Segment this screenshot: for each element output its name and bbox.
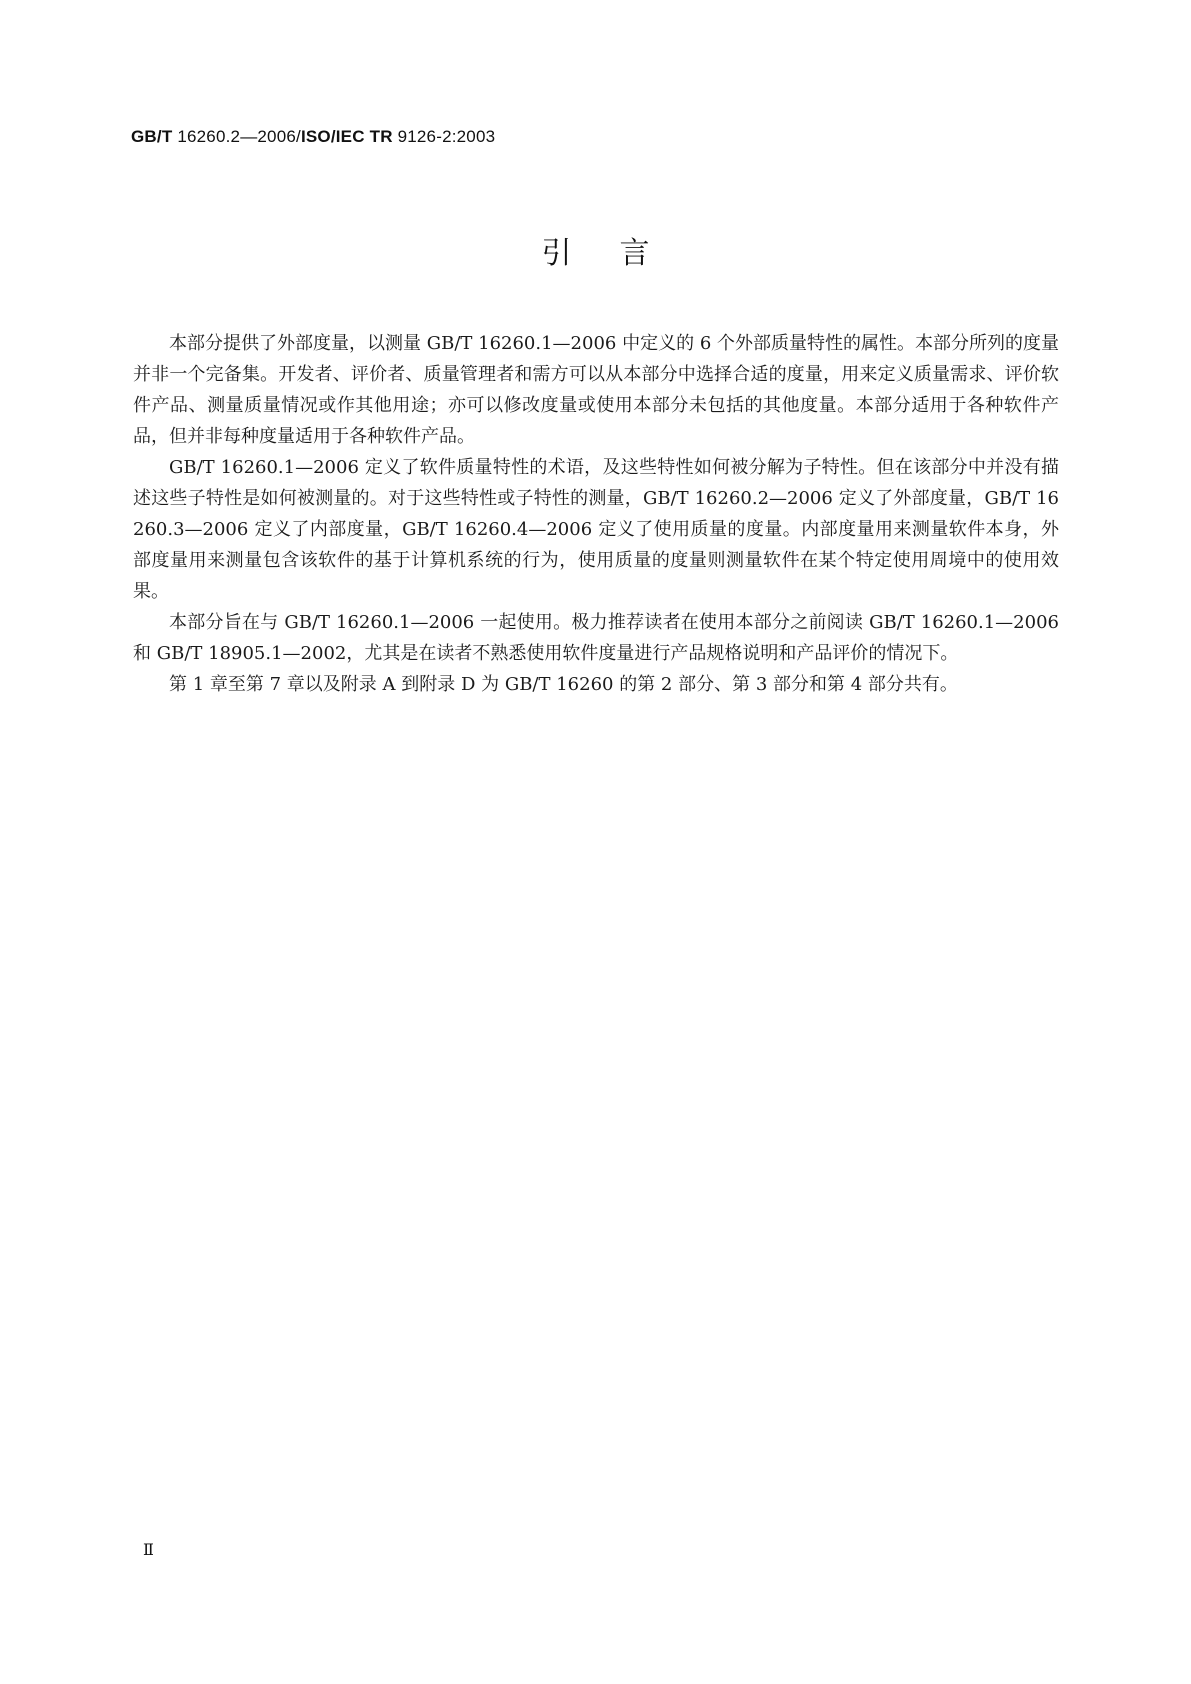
iso-code: ISO/IEC TR	[300, 127, 393, 146]
paragraph-2: GB/T 16260.1—2006 定义了软件质量特性的术语，及这些特性如何被分解为子特性。但在该部分中并没有描述这些子特性是如何被测量的。对于这些特性或子特性的测量，GB/T 16260.2—2006 定义了外部度量，GB/T 16260.3—2006 定义了内部度量，GB/T 16260.4—2006 定义了使用质量的度量。内部度量用来测量软件本身，外部度量用来测量包含该软件的基于计算机系统的行为，使用质量的度量则测量软件在某个特定使用周境中的使用效果。	[133, 457, 1059, 602]
paragraph-3: 本部分旨在与 GB/T 16260.1—2006 一起使用。极力推荐读者在使用本部分之前阅读 GB/T 16260.1—2006和 GB/T 18905.1—2002，尤其是在读者不熟悉使用软件度量进行产品规格说明和产品评价的情况下。	[133, 612, 1059, 664]
std-number: 16260.2—2006/	[172, 127, 301, 146]
body-text	[133, 328, 1059, 700]
iso-number: 9126-2:2003	[392, 127, 496, 146]
standard-number-header	[131, 127, 495, 147]
paragraph-4: 第 1 章至第 7 章以及附录 A 到附录 D 为 GB/T 16260 的第 2 部分、第 3 部分和第 4 部分共有。	[169, 674, 958, 695]
std-code: GB/T	[131, 127, 173, 146]
section-title: 引言	[541, 236, 698, 271]
page-number: Ⅱ	[143, 1540, 154, 1559]
paragraph-1: 本部分提供了外部度量，以测量 GB/T 16260.1—2006 中定义的 6 个外部质量特性的属性。本部分所列的度量并非一个完备集。开发者、评价者、质量管理者和需方可以从本部分中选择合适的度量，用来定义质量需求、评价软件产品、测量质量情况或作其他用途；亦可以修改度量或使用本部分未包括的其他度量。本部分适用于各种软件产品，但并非每种度量适用于各种软件产品。	[133, 333, 1059, 447]
